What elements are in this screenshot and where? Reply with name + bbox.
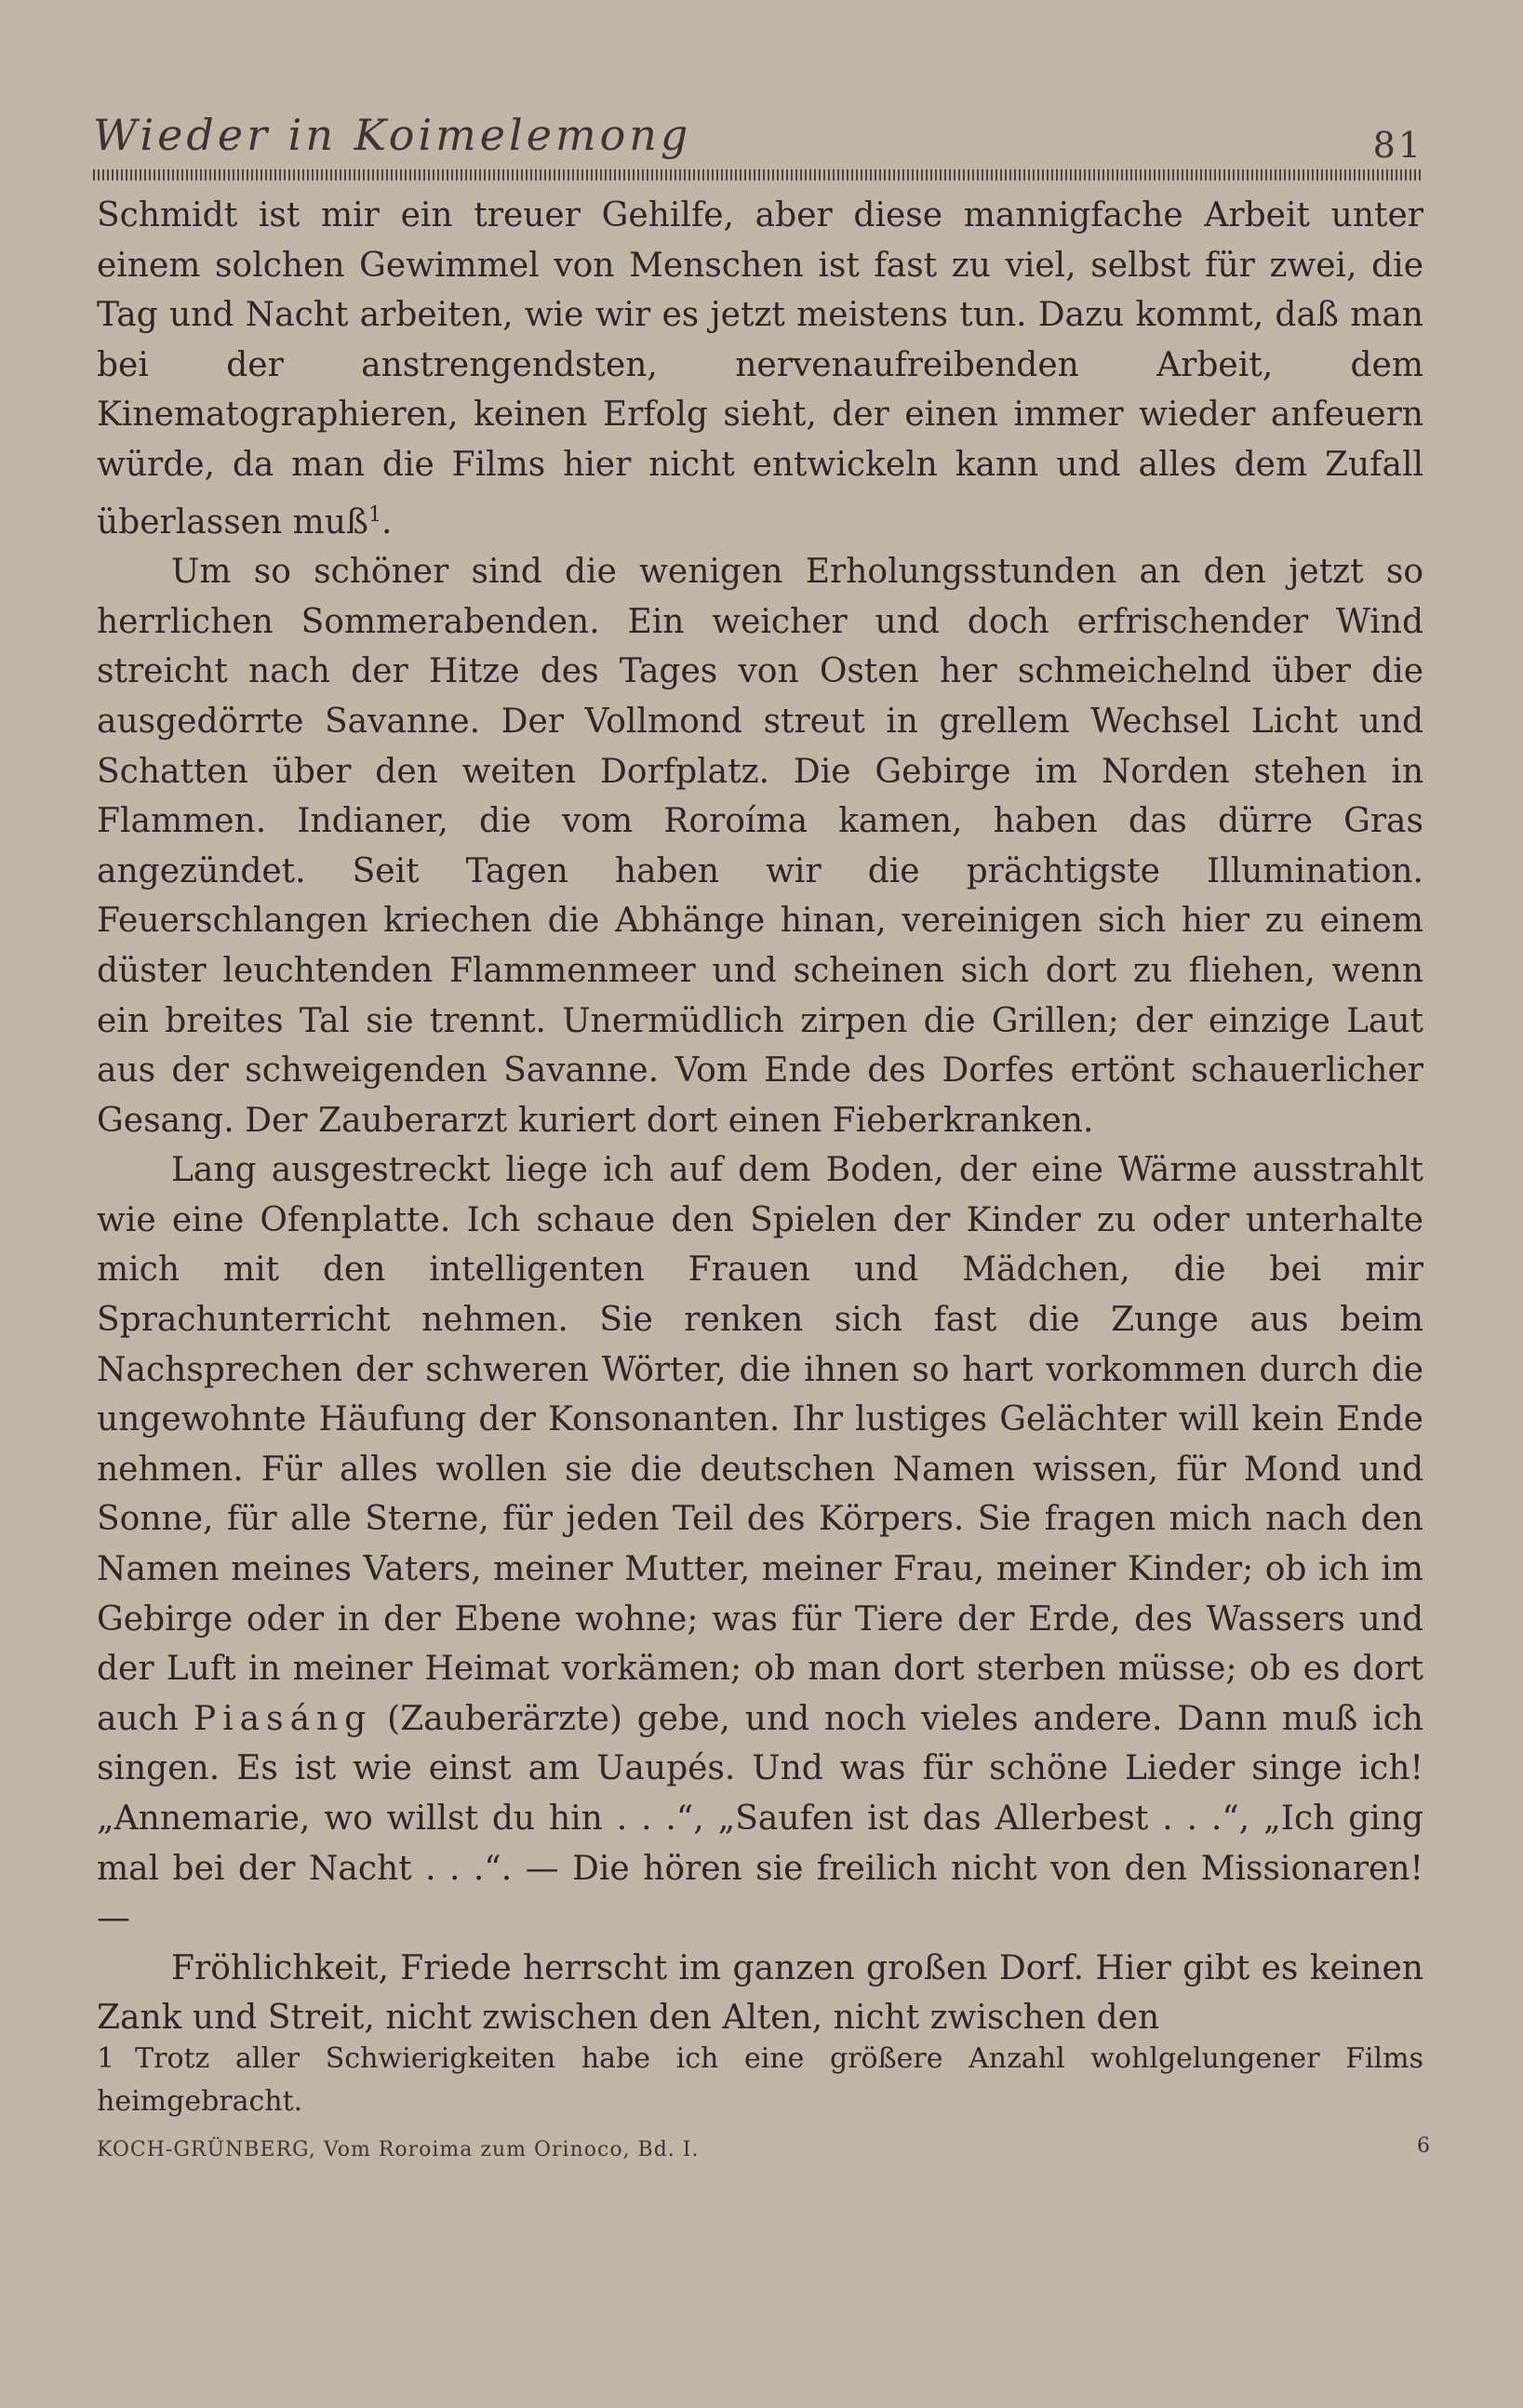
body-text xyxy=(97,191,1423,2043)
signature-line: KOCH-GRÜNBERG, Vom Roroima zum Orinoco, Bd. I. xyxy=(97,2138,700,2161)
paragraph-text: Lang ausgestreckt liege ich auf dem Boden, der eine Wärme ausstrahlt wie eine Ofenplatte. Ich schaue den Spielen der Kinder zu oder unterhalte mich mit den intelligenten Frauen und Mädchen, die bei mir Sprachunterricht nehmen. Sie renken sich fast die Zunge aus beim Nachsprechen der schweren Wörter, die ihnen so hart vorkommen durch die ungewohnte Häufung der Konsonanten. Ihr lustiges Gelächter will kein Ende nehmen. Für alles wollen sie die deutschen Namen wissen, für Mond und Sonne, für alle Sterne, für jeden Teil des Körpers. Sie fragen mich nach den Namen meines Vaters, meiner Mutter, meiner Frau, meiner Kinder; ob ich im Gebirge oder in der Ebene wohne; was für Tiere der Erde, des Wassers und der Luft in meiner Heimat vorkämen; ob man dort sterben müsse; ob es dort auch xyxy=(97,1151,1423,1738)
footnote-text: Trotz aller Schwierigkeiten habe ich eine größere Anzahl wohlgelungener Films heimgebracht. xyxy=(97,2042,1423,2118)
paragraph-text: Fröhlichkeit, Friede herrscht im ganzen großen Dorf. Hier gibt es keinen Zank und Streit, nicht zwischen den Alten, nicht zwischen den xyxy=(97,1948,1423,2038)
header-rule xyxy=(93,169,1423,181)
footnote-reference: 1 xyxy=(367,502,381,527)
sheet-number: 6 xyxy=(1417,2134,1430,2158)
footnote xyxy=(97,2038,1423,2123)
paragraph xyxy=(97,191,1423,547)
footnote-marker: 1 xyxy=(97,2042,115,2075)
running-head xyxy=(93,110,1423,175)
emphasized-term: Piasáng xyxy=(193,1699,373,1738)
paragraph xyxy=(97,547,1423,1145)
paragraph-text: (Zauberärzte) gebe, und noch vieles andere. Dann muß ich singen. Es ist wie einst am Uaupés. Und was für schöne Lieder singe ich! „Annemarie, wo willst du hin . . .“, „Saufen ist das Allerbest . . .“, „Ich ging mal bei der Nacht . . .“. — Die hören sie freilich nicht von den Missionaren! — xyxy=(97,1699,1423,1938)
paragraph-text: Schmidt ist mir ein treuer Gehilfe, aber diese mannigfache Arbeit unter einem solchen Gewimmel von Menschen ist fast zu viel, selbst für zwei, die Tag und Nacht arbeiten, wie wir es jetzt meistens tun. Dazu kommt, daß man bei der anstrengendsten, nervenaufreibenden Arbeit, dem Kinematographieren, keinen Erfolg sieht, der einen immer wieder anfeuern würde, da man die Films hier nicht entwickeln kann und alles dem Zufall überlassen muß xyxy=(97,196,1423,542)
paragraph xyxy=(97,1145,1423,1944)
paragraph-text: Um so schöner sind die wenigen Erholungsstunden an den jetzt so herrlichen Sommerabenden. Ein weicher und doch erfrischender Wind streicht nach der Hitze des Tages von Osten her schmeichelnd über die ausgedörrte Savanne. Der Vollmond streut in grellem Wechsel Licht und Schatten über den weiten Dorfplatz. Die Gebirge im Norden stehen in Flammen. Indianer, die vom Roroíma kamen, haben das dürre Gras angezündet. Seit Tagen haben wir die prächtigste Illumination. Feuerschlangen kriechen die Abhänge hinan, vereinigen sich hier zu einem düster leuchtenden Flammenmeer und scheinen sich dort zu fliehen, wenn ein breites Tal sie trennt. Unermüdlich zirpen die Grillen; der einzige Laut aus der schweigenden Savanne. Vom Ende des Dorfes ertönt schauerlicher Gesang. Der Zauberarzt kuriert dort einen Fieberkranken. xyxy=(97,553,1423,1140)
paragraph-text: . xyxy=(381,502,393,542)
page-number: 81 xyxy=(1372,125,1423,166)
running-head-title: Wieder in Koimelemong xyxy=(93,110,692,160)
paragraph xyxy=(97,1944,1423,2043)
